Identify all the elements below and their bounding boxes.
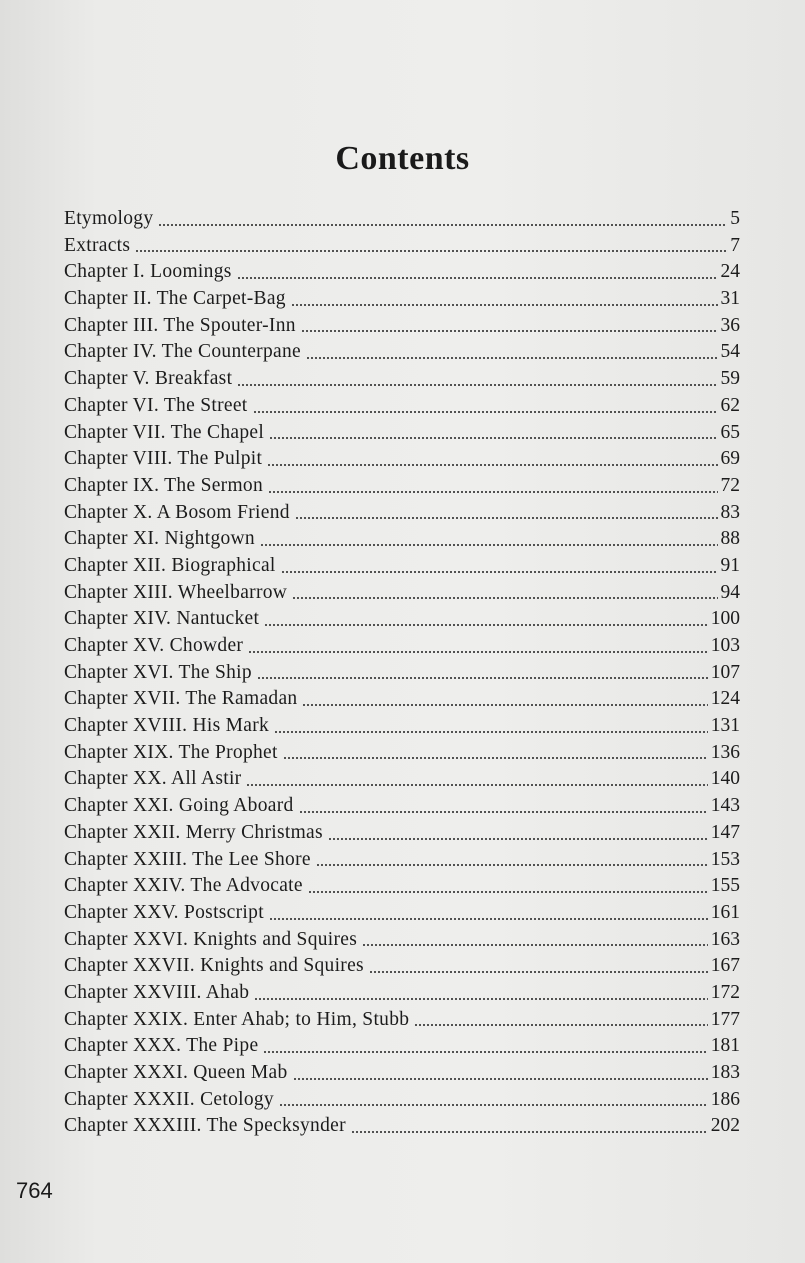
toc-entry-title: Chapter XVI. The Ship	[64, 661, 252, 683]
dot-leader	[362, 943, 708, 947]
dot-leader	[274, 730, 708, 734]
dot-leader	[299, 810, 708, 814]
toc-entry-page: 136	[710, 741, 740, 763]
toc-entry	[64, 233, 740, 260]
toc-entry-page: 88	[720, 528, 740, 550]
toc-entry-page: 65	[720, 421, 740, 443]
toc-entry-page: 69	[720, 448, 740, 470]
toc-entry-title: Chapter IX. The Sermon	[64, 474, 264, 496]
toc-entry-title: Chapter III. The Spouter-Inn	[64, 314, 296, 336]
toc-entry-title: Extracts	[64, 234, 131, 256]
toc-entry-title: Chapter XX. All Astir	[64, 768, 242, 790]
toc-entry-page: 103	[710, 635, 740, 656]
dot-leader	[293, 1077, 708, 1081]
dot-leader	[302, 703, 707, 707]
toc-entry-title: Chapter XXV. Postscript	[64, 901, 264, 923]
toc-entry-page: 24	[720, 261, 740, 283]
toc-entry	[64, 1007, 740, 1034]
dot-leader	[328, 837, 708, 841]
toc-entry-title: Chapter X. A Bosom Friend	[64, 501, 290, 523]
dot-leader	[268, 490, 717, 494]
toc-entry-title: Chapter XXI. Going Aboard	[64, 795, 294, 817]
dot-leader	[283, 756, 708, 760]
toc-entry	[64, 1060, 740, 1087]
dot-leader	[269, 436, 717, 440]
toc-entry	[64, 580, 740, 607]
toc-entry-page: 72	[720, 474, 740, 496]
toc-entry	[64, 526, 740, 553]
toc-entry-title: Etymology	[64, 208, 154, 229]
toc-entry-page: 140	[710, 768, 740, 790]
toc-entry	[64, 1113, 740, 1140]
toc-entry	[64, 473, 740, 500]
toc-entry-page: 59	[720, 368, 740, 390]
toc-entry	[64, 286, 740, 313]
toc-entry	[64, 713, 740, 740]
toc-entry	[64, 393, 740, 420]
toc-entry-title: Chapter V. Breakfast	[64, 368, 233, 390]
toc-entry-page: 94	[720, 581, 740, 603]
dot-leader	[295, 516, 718, 520]
toc-entry-page: 155	[710, 875, 740, 897]
dot-leader	[306, 356, 718, 360]
toc-entry-title: Chapter VII. The Chapel	[64, 421, 265, 443]
dot-leader	[369, 970, 708, 974]
toc-entry-title: Chapter IV. The Counterpane	[64, 341, 301, 363]
toc-entry	[64, 206, 740, 233]
toc-entry	[64, 766, 740, 793]
toc-entry-page: 36	[720, 314, 740, 336]
dot-leader	[279, 1103, 708, 1107]
toc-entry-page: 83	[720, 501, 740, 523]
toc-entry-page: 202	[710, 1115, 740, 1137]
toc-entry-title: Chapter XXIV. The Advocate	[64, 875, 303, 897]
toc-entry-title: Chapter XXIX. Enter Ahab; to Him, Stubb	[64, 1008, 410, 1030]
toc-entry	[64, 420, 740, 447]
toc-entry	[64, 633, 740, 660]
toc-entry-title: Chapter I. Loomings	[64, 261, 232, 283]
toc-entry	[64, 900, 740, 927]
toc-entry	[64, 313, 740, 340]
toc-entry-title: Chapter XVIII. His Mark	[64, 715, 270, 737]
dot-leader	[257, 676, 708, 680]
toc-entry-page: 153	[710, 848, 740, 870]
toc-entry-page: 177	[710, 1008, 740, 1030]
toc-entry-title: Chapter XXVII. Knights and Squires	[64, 955, 364, 977]
toc-entry-page: 163	[710, 928, 740, 950]
dot-leader	[351, 1130, 708, 1134]
toc-entry	[64, 446, 740, 473]
toc-entry	[64, 1087, 740, 1114]
toc-entry	[64, 793, 740, 820]
dot-leader	[291, 303, 718, 307]
toc-entry-page: 62	[720, 394, 740, 416]
toc-entry	[64, 953, 740, 980]
toc-entry-page: 161	[710, 901, 740, 923]
toc-entry-page: 7	[730, 234, 740, 256]
toc-entry	[64, 553, 740, 580]
toc-entry-page: 181	[710, 1035, 740, 1057]
toc-entry-page: 143	[710, 795, 740, 817]
toc-entry-title: Chapter XXXI. Queen Mab	[64, 1062, 288, 1083]
dot-leader	[267, 463, 717, 467]
toc-entry-page: 183	[710, 1062, 740, 1083]
toc-entry-title: Chapter XIV. Nantucket	[64, 608, 260, 630]
toc-entry-title: Chapter XXXIII. The Specksynder	[64, 1115, 346, 1137]
toc-entry-page: 91	[720, 554, 740, 576]
toc-entry-title: Chapter XVII. The Ramadan	[64, 688, 298, 710]
toc-entry-page: 186	[710, 1088, 740, 1110]
dot-leader	[301, 329, 718, 333]
toc-entry-title: Chapter XXVI. Knights and Squires	[64, 928, 358, 950]
toc-entry-title: Chapter XV. Chowder	[64, 635, 244, 656]
toc-entry	[64, 686, 740, 713]
toc-entry-page: 54	[720, 341, 740, 363]
toc-entry-page: 100	[710, 608, 740, 630]
toc-entry-page: 167	[710, 955, 740, 977]
toc-entry	[64, 500, 740, 527]
toc-entry-page: 5	[730, 208, 740, 229]
toc-entry-page: 172	[710, 981, 740, 1003]
dot-leader	[414, 1023, 707, 1027]
toc-entry-title: Chapter VIII. The Pulpit	[64, 448, 263, 470]
toc-entry	[64, 980, 740, 1007]
dot-leader	[269, 917, 708, 921]
dot-leader	[246, 783, 707, 787]
toc-entry-title: Chapter XXVIII. Ahab	[64, 981, 250, 1003]
dot-leader	[253, 410, 718, 414]
toc-entry	[64, 820, 740, 847]
page-number: 764	[16, 1178, 53, 1203]
dot-leader	[264, 623, 708, 627]
toc-entry	[64, 1033, 740, 1060]
toc-entry-title: Chapter II. The Carpet-Bag	[64, 288, 286, 310]
dot-leader	[292, 596, 717, 600]
table-of-contents	[64, 206, 740, 1140]
toc-entry	[64, 847, 740, 874]
dot-leader	[135, 249, 727, 253]
toc-entry	[64, 927, 740, 954]
dot-leader	[254, 997, 708, 1001]
dot-leader	[237, 383, 717, 387]
toc-entry	[64, 606, 740, 633]
toc-entry-title: Chapter XXIII. The Lee Shore	[64, 848, 311, 870]
toc-entry-title: Chapter XIII. Wheelbarrow	[64, 581, 288, 603]
toc-entry-page: 147	[710, 821, 740, 843]
dot-leader	[281, 570, 718, 574]
toc-entry-page: 124	[710, 688, 740, 710]
toc-entry-page: 131	[710, 715, 740, 737]
toc-entry-title: Chapter XXXII. Cetology	[64, 1088, 274, 1110]
toc-entry	[64, 740, 740, 767]
dot-leader	[316, 863, 708, 867]
toc-entry-page: 31	[720, 288, 740, 310]
toc-entry-page: 107	[710, 661, 740, 683]
toc-entry	[64, 660, 740, 687]
dot-leader	[263, 1050, 707, 1054]
toc-entry-title: Chapter XXII. Merry Christmas	[64, 821, 323, 843]
toc-entry	[64, 873, 740, 900]
dot-leader	[248, 650, 708, 654]
toc-entry-title: Chapter VI. The Street	[64, 394, 248, 416]
toc-entry-title: Chapter XI. Nightgown	[64, 528, 255, 550]
page-title: Contents	[335, 140, 470, 177]
dot-leader	[237, 276, 718, 280]
toc-entry-title: Chapter XXX. The Pipe	[64, 1035, 259, 1057]
toc-entry-title: Chapter XII. Biographical	[64, 554, 276, 576]
dot-leader	[260, 543, 718, 547]
toc-entry	[64, 259, 740, 286]
dot-leader	[308, 890, 708, 894]
toc-entry-title: Chapter XIX. The Prophet	[64, 741, 278, 763]
toc-entry	[64, 366, 740, 393]
dot-leader	[158, 223, 727, 227]
toc-entry	[64, 339, 740, 366]
